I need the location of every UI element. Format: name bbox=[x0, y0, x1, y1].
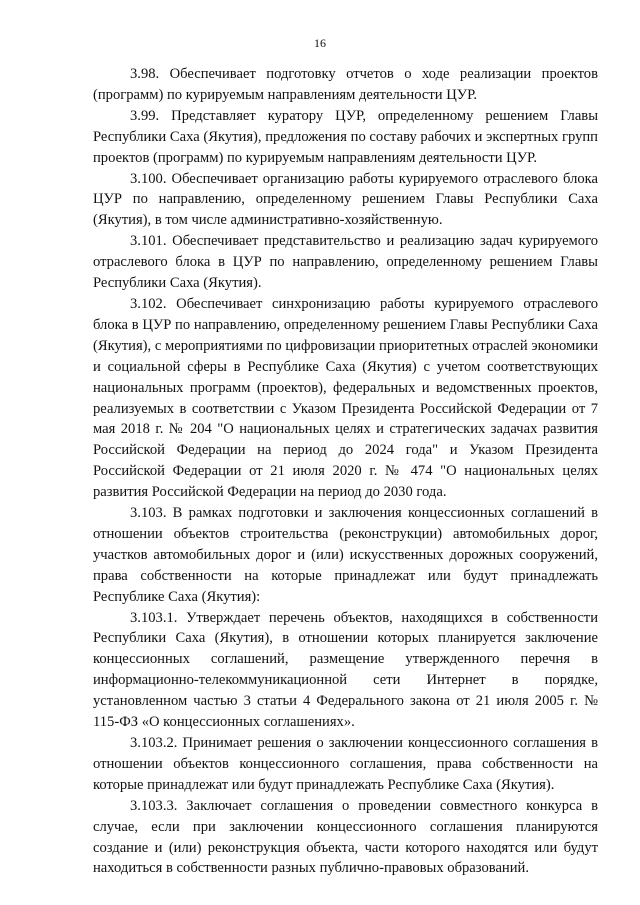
document-body bbox=[93, 64, 598, 879]
paragraph-3-103: 3.103. В рамках подготовки и заключения концессионных соглашений в отношении объектов строительства (реконструкции) автомобильных дорог, участков автомобильных дорог и (или) искусственных дорожных сооружений, права собственности на которые принадлежат или будут принадлежать Республике Саха (Якутия): bbox=[93, 505, 598, 605]
page-number: 16 bbox=[314, 36, 326, 50]
paragraph-3-102: 3.102. Обеспечивает синхронизацию работы курируемого отраслевого блока в ЦУР по направлению, определенному решением Главы Республики Саха (Якутия), с мероприятиями по цифровизации приоритетных отраслей экономики и социальной сферы в Республике Саха (Якутия) с учетом соответствующих национальных программ (проектов), федеральных и ведомственных проектов, реализуемых в соответствии с Указом Президента Российской Федерации от 7 мая 2018 г. № 204 "О национальных целях и стратегических задачах развития Российской Федерации на период до 2024 года" и Указом Президента Российской Федерации от 21 июля 2020 г. № 474 "О национальных целях развития Российской Федерации на период до 2030 года. bbox=[93, 295, 598, 501]
paragraph-3-103-1: 3.103.1. Утверждает перечень объектов, находящихся в собственности Республики Саха (Якутия), в отношении которых планируется заключение концессионных соглашений, размещение утвержденного перечня в информационно-телекоммуникационной сети Интернет в порядке, установленном частью 3 статьи 4 Федерального закона от 21 июля 2005 г. № 115-ФЗ «О концессионных соглашениях». bbox=[93, 609, 598, 731]
paragraph-3-98: 3.98. Обеспечивает подготовку отчетов о ходе реализации проектов (программ) по курируемым направлениям деятельности ЦУР. bbox=[93, 66, 598, 103]
paragraph-3-103-3: 3.103.3. Заключает соглашения о проведении совместного конкурса в случае, если при заключении концессионного соглашения планируются создание и (или) реконструкция объекта, части которого находятся или будут находиться в собственности разных публично-правовых образований. bbox=[93, 797, 598, 877]
paragraph-3-99: 3.99. Представляет куратору ЦУР, определенному решением Главы Республики Саха (Якутия), предложения по составу рабочих и экспертных групп проектов (программ) по курируемым направлениям деятельности ЦУР. bbox=[93, 107, 598, 166]
paragraph-3-101: 3.101. Обеспечивает представительство и реализацию задач курируемого отраслевого блока в ЦУР по направлению, определенному решением Главы Республики Саха (Якутия). bbox=[93, 233, 598, 292]
paragraph-3-100: 3.100. Обеспечивает организацию работы курируемого отраслевого блока ЦУР по направлению, определенному решением Главы Республики Саха (Якутия), в том числе административно-хозяйственную. bbox=[93, 170, 598, 229]
paragraph-3-103-2: 3.103.2. Принимает решения о заключении концессионного соглашения в отношении объектов концессионного соглашения, права собственности на которые принадлежат или будут принадлежать Республике Саха (Якутия). bbox=[93, 735, 598, 793]
